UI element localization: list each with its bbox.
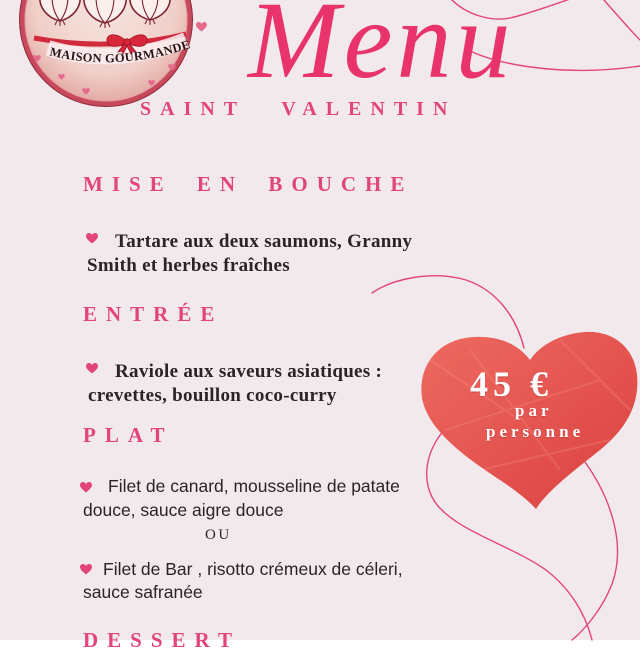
menu-item-line: Filet de Bar , risotto crémeux de céleri,: [103, 559, 403, 579]
section-heading-dessert: DESSERT: [83, 628, 241, 652]
logo: [0, 0, 215, 112]
price-amount: 45 €: [470, 364, 553, 404]
menu-item-line: Raviole aux saveurs asiatiques :: [115, 361, 383, 382]
price-per: par: [515, 401, 553, 420]
heart-icon: [80, 482, 92, 493]
menu-item-line: douce, sauce aigre douce: [83, 500, 284, 520]
heart-icon: [80, 564, 92, 575]
menu-item-line: crevettes, bouillon coco-curry: [88, 385, 337, 406]
choice-separator: OU: [205, 527, 232, 543]
price-heart: [421, 332, 637, 509]
heart-icon: [86, 363, 98, 374]
heart-icon: [86, 233, 98, 244]
menu-item-line: Smith et herbes fraîches: [87, 255, 290, 276]
menu-item-line: Filet de canard, mousseline de patate: [108, 476, 400, 496]
menu-item-line: sauce safranée: [83, 582, 203, 602]
logo-text-path: MAISON GOURMANDE: [48, 37, 192, 66]
section-heading-entree: ENTRÉE: [83, 302, 224, 326]
menu-item-line: Tartare aux deux saumons, Granny: [115, 231, 413, 252]
section-heading-mise-en-bouche: MISE EN BOUCHE: [83, 172, 414, 196]
subtitle: SAINT VALENTIN: [140, 98, 457, 120]
section-heading-plat: PLAT: [83, 423, 174, 447]
price-unit: personne: [486, 422, 585, 441]
menu-title: Menu: [248, 0, 515, 101]
